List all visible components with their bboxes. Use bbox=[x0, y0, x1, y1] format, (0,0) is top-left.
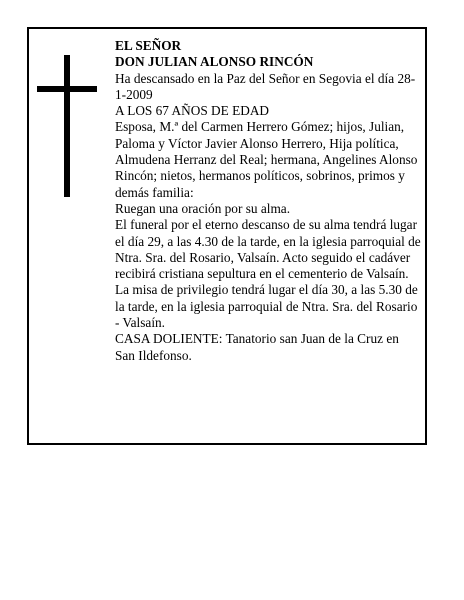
cross-icon bbox=[37, 55, 97, 197]
cross-vertical-bar bbox=[64, 55, 70, 197]
mourning-house: CASA DOLIENTE: Tanatorio san Juan de la Cruz en San Ildefonso. bbox=[115, 331, 399, 363]
death-notice: Ha descansado en la Paz del Señor en Segovia el día 28-1-2009 bbox=[115, 70, 416, 102]
mass-details: La misa de privilegio tendrá lugar el día 30, a las 5.30 de la tarde, en la iglesia parroquial de Ntra. Sra. del Rosario - Valsaín. bbox=[115, 282, 418, 331]
cross-horizontal-bar bbox=[37, 86, 97, 92]
prayer-request: Ruegan una oración por su alma. bbox=[115, 200, 291, 216]
deceased-name: DON JULIAN ALONSO RINCÓN bbox=[115, 54, 314, 70]
obituary-text bbox=[115, 38, 422, 364]
funeral-details: El funeral por el eterno descanso de su alma tendrá lugar el día 29, a las 4.30 de la tarde, en la iglesia parroquial de Ntra. Sra. del Rosario, Valsaín. Acto seguido el cadáver recibirá cristiana sepultura en el cementerio de Valsaín. bbox=[115, 217, 421, 282]
family-list: Esposa, M.ª del Carmen Herrero Gómez; hijos, Julian, Paloma y Víctor Javier Alonso Herrero, Hija política, Almudena Herranz del Real; hermana, Angelines Alonso Rincón; nietos, hermanos políticos, sobrinos, primos y demás familia: bbox=[115, 119, 418, 200]
obituary-title: EL SEÑOR bbox=[115, 38, 182, 53]
age-at-death: A LOS 67 AÑOS DE EDAD bbox=[115, 103, 270, 119]
